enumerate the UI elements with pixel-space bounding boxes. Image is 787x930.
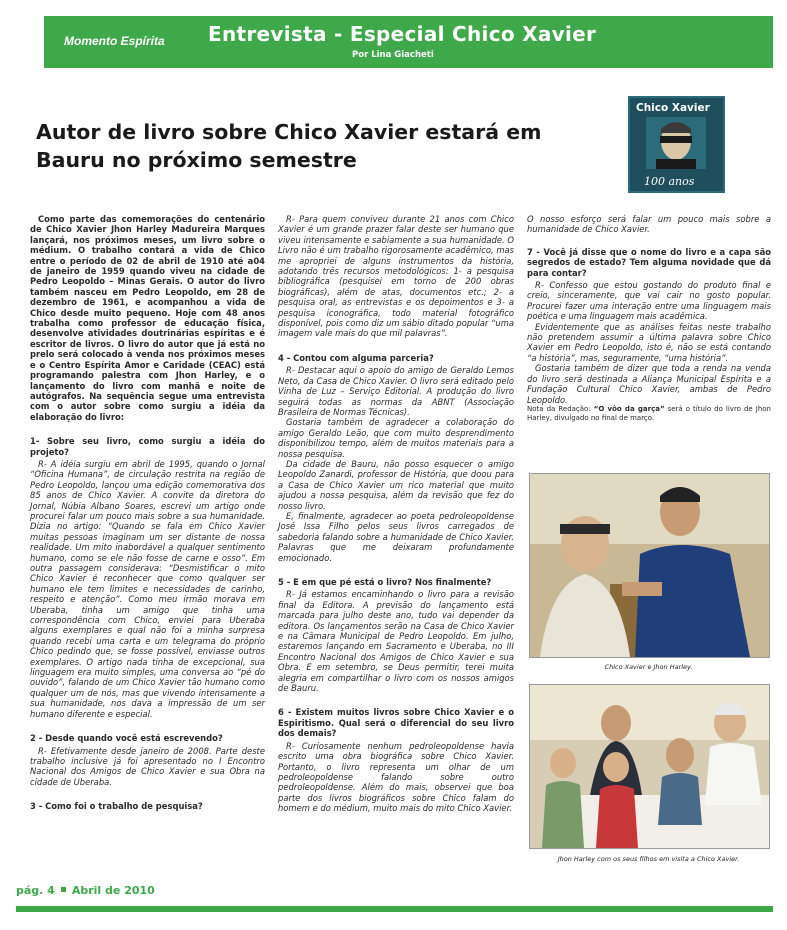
issue-date: Abril de 2010: [71, 884, 155, 897]
portrait-icon: [646, 117, 706, 169]
answer-7-part-2: Evidentemente que as análises feitas neste trabalho não pretendem assumir a última palavra sobre Chico Xavier em Pedro Leopoldo, isto é, não se está contando “a história”, mas, seguramente, “uma história”.: [527, 321, 771, 363]
question-4: 4 - Contou com alguma parceria?: [278, 352, 434, 363]
intro-paragraph: Como parte das comemorações do centenário de Chico Xavier Jhon Harley Madureira Marques lançará, nos próximos meses, um livro sobre o médium. O trabalho contará a vida de Chico entre o período de 02 de abril de 1910 até a04 de janeiro de 1959 quando viveu na cidade de Pedro Leopoldo – Minas Gerais. O autor do livro também nasceu em Pedro Leopoldo, em 28 de dezembro de 1961, e acompanhou a vida de Chico desde muito pequeno. Hoje com 48 anos trabalha como professor de educação física, desenvolve atividades doutrinárias espíritas e é escritor de livros. O livro do autor que já está no prelo será colocado à venda nos próximos meses e o Centro Espírita Amor e Caridade (CEAC) está programando palestra com Jhon Harley, e o lançamento do livro com manhã e noite de autógrafos. Na sequência segue uma entrevista com o autor sobre como surgiu a idéia da elaboração do livro:: [30, 214, 265, 422]
answer-5: R- Já estamos encaminhando o livro para a revisão final da Editora. A previsão do lançamento está marcada para julho deste ano, tudo vai depender da editora. Os lançamentos serão na Casa de Chico Xavier e na Câmara Municipal de Pedro Leopoldo. Em julho, estaremos lançando em Sacramento e Uberaba, no III Encontro Nacional dos Amigos de Chico Xavier e sua Obra. E em setembro, se Deus permitir, terei muita alegria em compartilhar o livro com os nossos amigos de Bauru.: [278, 589, 514, 694]
article-column-3: [527, 214, 771, 423]
answer-4-part-1: R- Destacar aqui o apoio do amigo de Geraldo Lemos Neto, da Casa de Chico Xavier. O livro será editado pelo Vinha de Luz – Serviço Editorial. A produção do livro seguirá todas as normas da ABNT (Associação Brasileira de Normas Técnicas).: [278, 365, 514, 417]
editor-note: [527, 405, 771, 423]
answer-3: R- Para quem conviveu durante 21 anos com Chico Xavier é um grande prazer falar deste ser humano que viveu intensamente e sabiamente a sua humanidade. O Livro não é um trabalho rigorosamente acadêmico, mas me apropriei de alguns instrumentos da história, adotando três recursos metodológicos: 1- a pesquisa bibliográfica (pesquisei em torno de 200 obras biográficas), além de atas, documentos etc.; 2- a pesquisa oral, as entrevistas e os depoimentos e 3- a pesquisa iconográfica, todo material fotográfico disponível, pois como diz um sábio ditado popular “uma imagem vale mais do que mil palavras”.: [278, 214, 514, 339]
editor-note-label: Nota da Redação:: [527, 404, 591, 413]
answer-6: R- Curiosamente nenhum pedroleopoldense havia escrito uma obra biográfica sobre Chico Xavier. Portanto, o livro representa um olhar de um pedroleopoldense falando sobre outro pedroleopoldense. Além do mais, observei que boa parte dos livros biográficos sobre Chico falam do homem e do médium, muito mais do mito Chico Xavier.: [278, 740, 514, 814]
page-footer: [16, 884, 155, 897]
answer-7-part-3: Gostaria também de dizer que toda a renda na venda do livro será destinada a Aliança Municipal Espírita e a Fundação Cultural Chico Xavier, ambas de Pedro Leopoldo.: [527, 363, 771, 405]
question-2: 2 - Desde quando você está escrevendo?: [30, 733, 223, 744]
separator-square-icon: [61, 887, 66, 892]
photo-caption-1: Chico Xavier e Jhon Harley.: [604, 663, 693, 671]
page-title: Entrevista - Especial Chico Xavier: [208, 22, 597, 46]
byline: Por Lina Giacheti: [352, 50, 434, 60]
centenary-logo: [628, 96, 725, 193]
question-7: 7 - Você já disse que o nome do livro e a capa são segredos de estado? Tem alguma novidade que dá para contar?: [527, 246, 771, 278]
answer-4-part-2: Gostaria também de agradecer a colaboração do amigo Geraldo Leão, que com muito desprendimento disponibilizou tempo, além de muitos materiais para a nossa pesquisa.: [278, 417, 514, 459]
article-column-1: [30, 214, 265, 814]
footer-bar: [16, 906, 773, 912]
logo-subtitle: 100 anos: [644, 175, 695, 188]
photo-jhon-with-children: [529, 684, 770, 849]
logo-title: Chico Xavier: [636, 102, 710, 114]
editor-note-text: será o título do livro de Jhon Harley, divulgado no final de março.: [527, 404, 771, 422]
book-title: “O vôo da garça”: [593, 404, 665, 413]
article-headline: Autor de livro sobre Chico Xavier estará em Bauru no próximo semestre: [36, 120, 542, 172]
photo-chico-and-jhon-image: [530, 474, 769, 657]
answer-4-part-4: E, finalmente, agradecer ao poeta pedroleopoldense José Issa Filho pelos seus livros carregados de sabedoria falando sobre a humanidade de Chico Xavier. Palavras que me deixaram profundamente emocionado.: [278, 510, 514, 563]
answer-4-part-3: Da cidade de Bauru, não posso esquecer o amigo Leopoldo Zanardi, professor de História, que doou para a Casa de Chico Xavier um rico material que muito ajudou a nossa pesquisa, além da revisão que fez do nosso livro.: [278, 458, 514, 511]
question-6: 6 - Existem muitos livros sobre Chico Xavier e o Espiritismo. Qual será o diferencial do seu livro dos demais?: [278, 707, 514, 739]
photo-chico-and-jhon: [529, 473, 770, 658]
photo-caption-2: Jhon Harley com os seus filhos em visita a Chico Xavier.: [557, 855, 740, 863]
answer-1: R- A idéia surgiu em abril de 1995, quando o Jornal “Oficina Humana”, de circulação restrita na região de Pedro Leopoldo, lançou uma edição comemorativa dos 85 anos de Chico Xavier. A convite da diretora do Jornal, Núbia Albano Soares, escrevi um artigo onde procurei falar um pouco mais sobre a sua humanidade. Dizia no artigo: “Quando se fala em Chico Xavier muitas pessoas imaginam um ser distante de nossa realidade. Um mito inabordável a qualquer sentimento humano, como se ele não fosse de carne e osso”. Em outra passagem considerava: “Desmistificar o mito Chico Xavier é reconhecer que como qualquer ser humano ele tem limites e necessidades de carinho, respeito e atenção”. Como meu irmão morava em Uberaba, tinha um amigo que tinha uma correspondência com Chico, enviei para Uberaba alguns exemplares e qual não foi a minha surpresa quando recebi uma carta e um telegrama do próprio Chico pedindo que, se fosse possível, enviasse outros exemplares. O artigo nada tinha de excepcional, sua linguagem era muito simples, uma conversa ao “pé do ouvido”, falando de um Chico Xavier tão humano como qualquer um de nós, mas que vivendo intensamente a sua humanidade, nos dava a impressão de um ser humano diferente e especial.: [30, 458, 265, 719]
question-1: 1- Sobre seu livro, como surgiu a idéia do projeto?: [30, 436, 265, 457]
answer-6-end: O nosso esforço será falar um pouco mais sobre a humanidade de Chico Xavier.: [527, 214, 771, 235]
page-number: pág. 4: [16, 884, 55, 897]
article-column-2: [278, 214, 514, 814]
photo-jhon-with-children-image: [530, 685, 769, 848]
section-name: Momento Espírita: [64, 34, 165, 48]
question-5: 5 - E em que pé está o livro? Nos finalmente?: [278, 577, 492, 587]
answer-7-part-1: R- Confesso que estou gostando do produto final e creio, sinceramente, que vai cair no gosto popular. Procurei fazer uma interação entre uma linguagem mais poética e uma linguagem mais acadêmica.: [527, 280, 771, 322]
answer-2: R- Efetivamente desde janeiro de 2008. Parte deste trabalho inclusive já foi apresentado no I Encontro Nacional dos Amigos de Chico Xavier e sua Obra na cidade de Uberaba.: [30, 745, 265, 787]
question-3: 3 - Como foi o trabalho de pesquisa?: [30, 801, 203, 812]
